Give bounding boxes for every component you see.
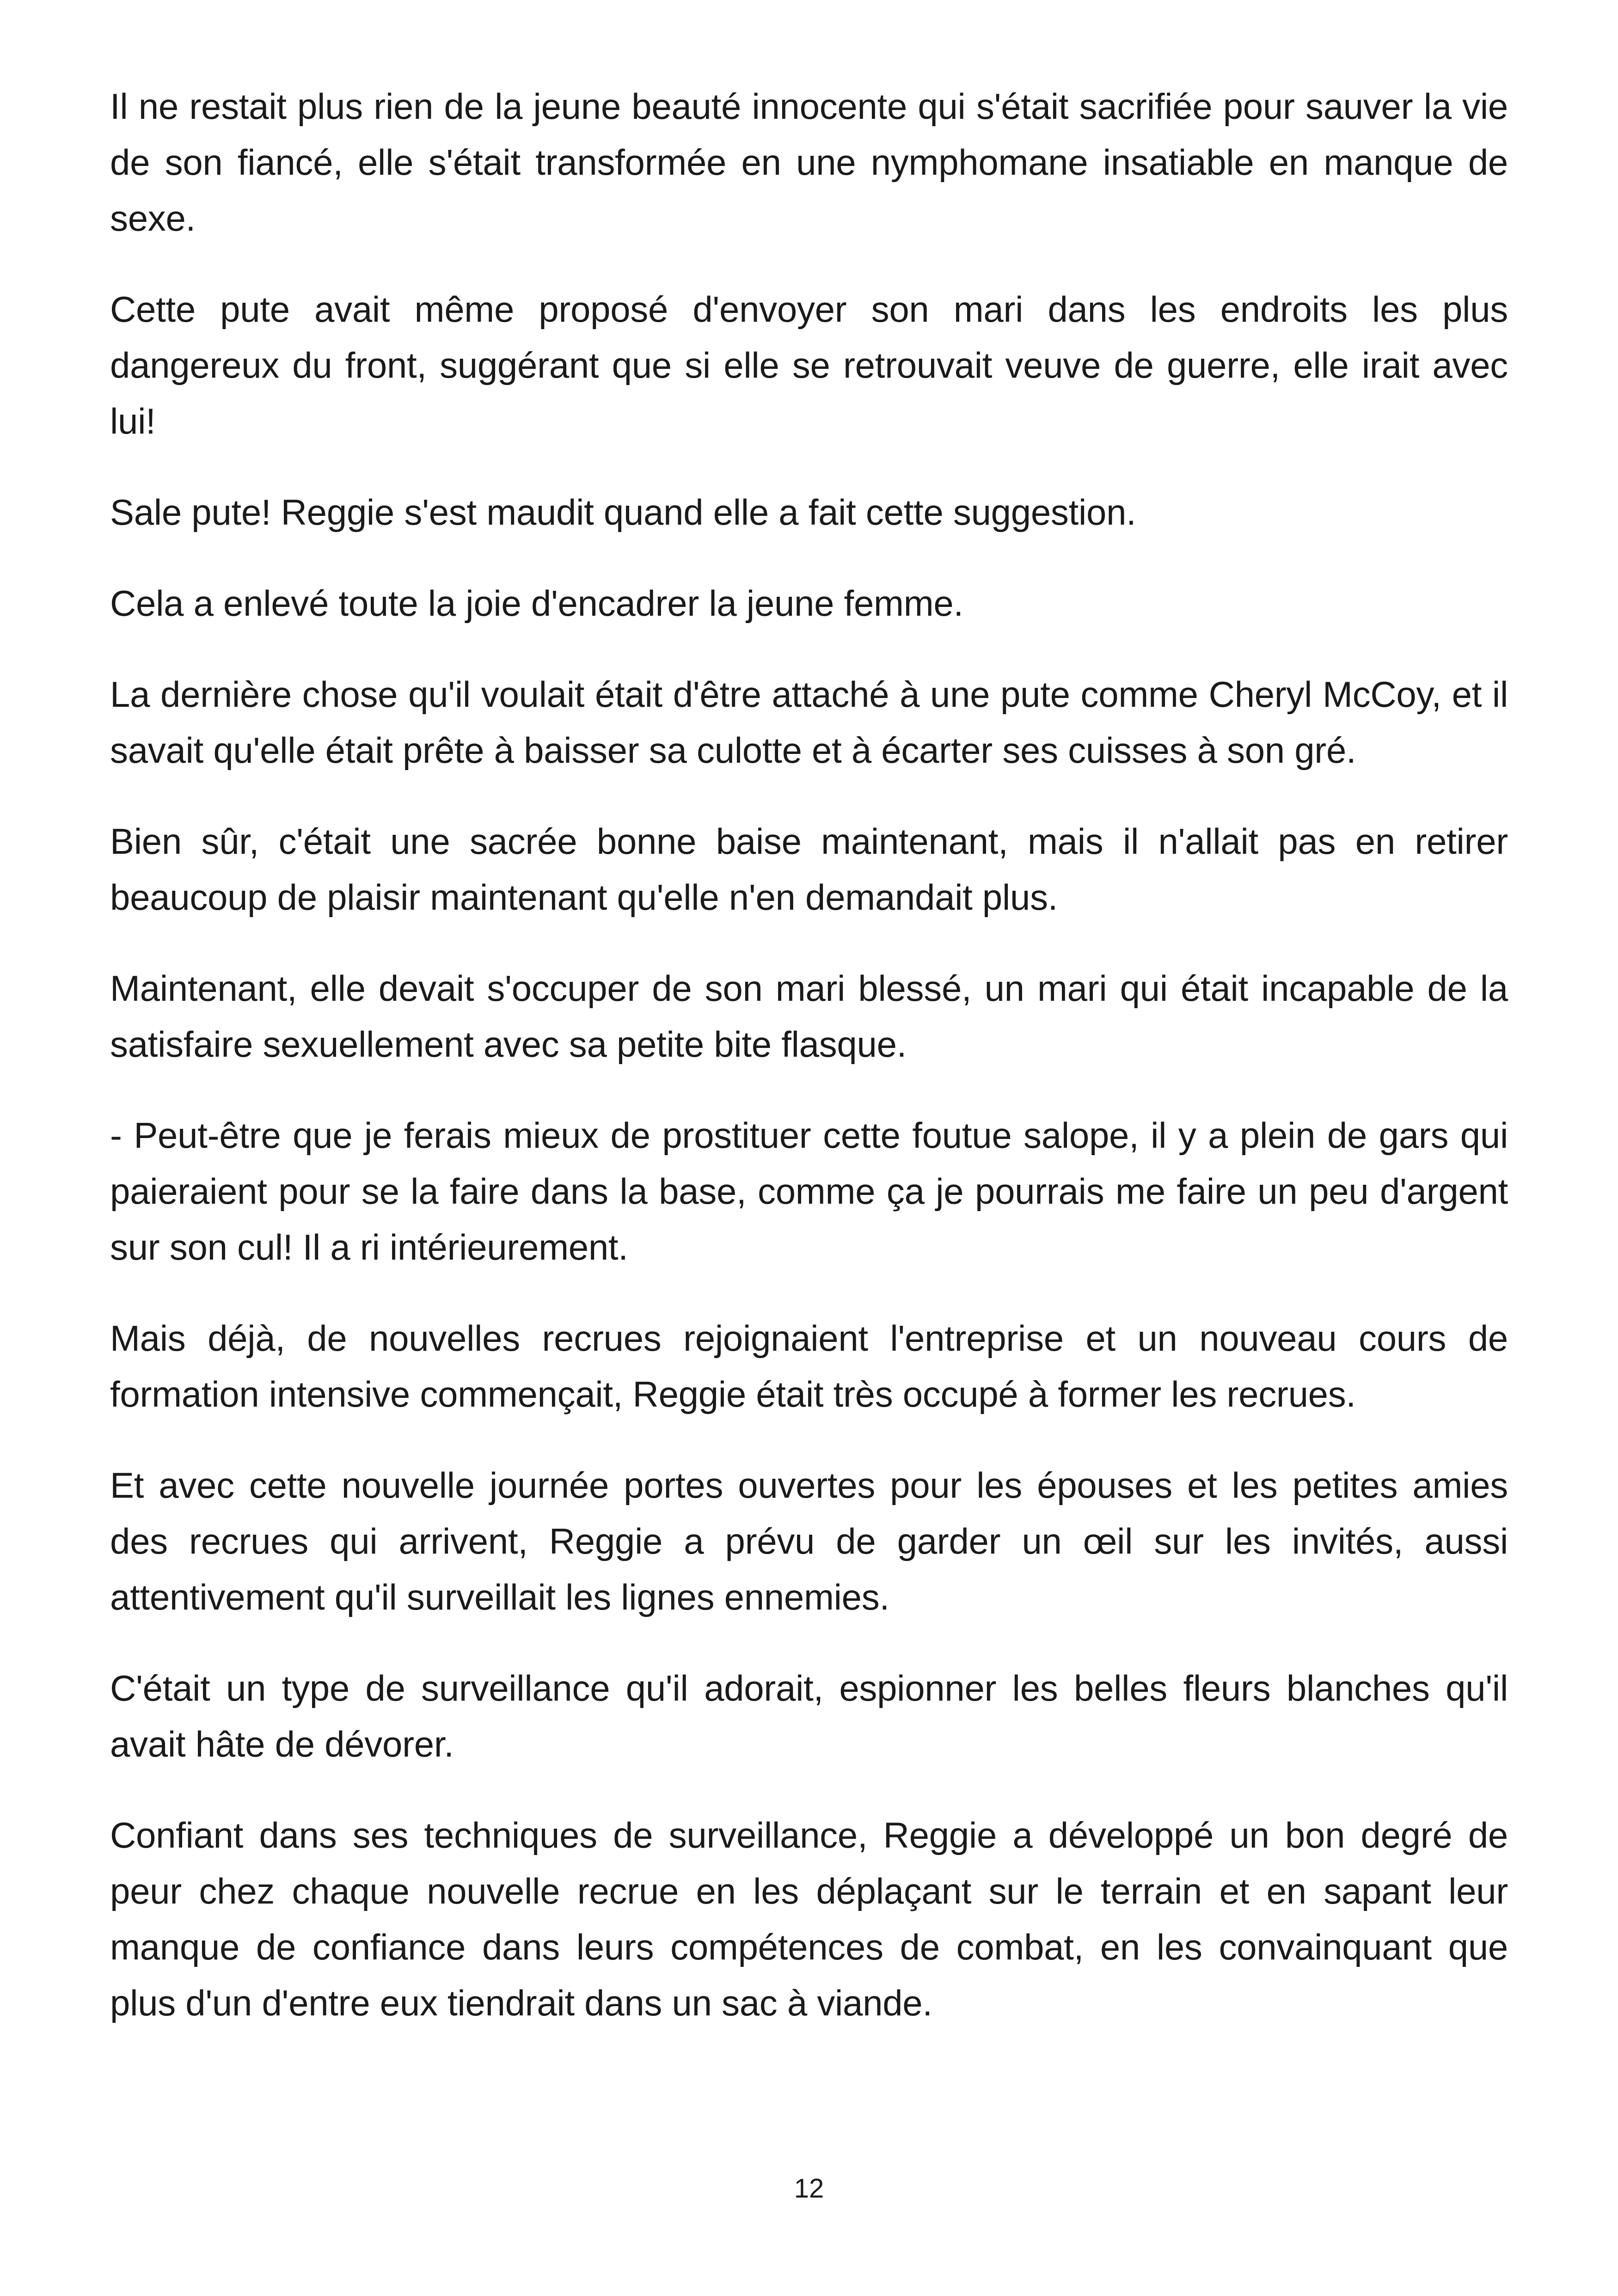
paragraph: Sale pute! Reggie s'est maudit quand elle a fait cette suggestion. — [110, 492, 1136, 533]
page-body — [110, 79, 1508, 2066]
paragraph: Il ne restait plus rien de la jeune beauté innocente qui s'était sacrifiée pour sauver la vie de son fiancé, elle s'était transformée en une nymphomane insatiable en manque de sexe. — [110, 86, 1508, 239]
paragraph: La dernière chose qu'il voulait était d'être attaché à une pute comme Cheryl McCoy, et il savait qu'elle était prête à baisser sa culotte et à écarter ses cuisses à son gré. — [110, 674, 1508, 771]
paragraph: Maintenant, elle devait s'occuper de son mari blessé, un mari qui était incapable de la satisfaire sexuellement avec sa petite bite flasque. — [110, 968, 1508, 1065]
paragraph: C'était un type de surveillance qu'il adorait, espionner les belles fleurs blanches qu'il avait hâte de dévorer. — [110, 1668, 1508, 1764]
paragraph: Mais déjà, de nouvelles recrues rejoignaient l'entreprise et un nouveau cours de formation intensive commençait, Reggie était très occupé à former les recrues. — [110, 1318, 1508, 1414]
paragraph: Confiant dans ses techniques de surveillance, Reggie a développé un bon degré de peur chez chaque nouvelle recrue en les déplaçant sur le terrain et en sapant leur manque de confiance dans leurs compétences de combat, en les convainquant que plus d'un d'entre eux tiendrait dans un sac à viande. — [110, 1815, 1508, 2023]
page-number: 12 — [794, 2174, 824, 2204]
paragraph: Cela a enlevé toute la joie d'encadrer la jeune femme. — [110, 583, 963, 624]
paragraph: Et avec cette nouvelle journée portes ouvertes pour les épouses et les petites amies des recrues qui arrivent, Reggie a prévu de garder un œil sur les invités, aussi attentivement qu'il surveillait les lignes ennemies. — [110, 1465, 1508, 1617]
paragraph: Cette pute avait même proposé d'envoyer son mari dans les endroits les plus dangereux du front, suggérant que si elle se retrouvait veuve de guerre, elle irait avec lui! — [110, 289, 1508, 441]
paragraph: - Peut-être que je ferais mieux de prostituer cette foutue salope, il y a plein de gars qui paieraient pour se la faire dans la base, comme ça je pourrais me faire un peu d'argent sur son cul! Il a ri intérieurement. — [110, 1115, 1508, 1267]
paragraph: Bien sûr, c'était une sacrée bonne baise maintenant, mais il n'allait pas en retirer beaucoup de plaisir maintenant qu'elle n'en demandait plus. — [110, 821, 1508, 918]
